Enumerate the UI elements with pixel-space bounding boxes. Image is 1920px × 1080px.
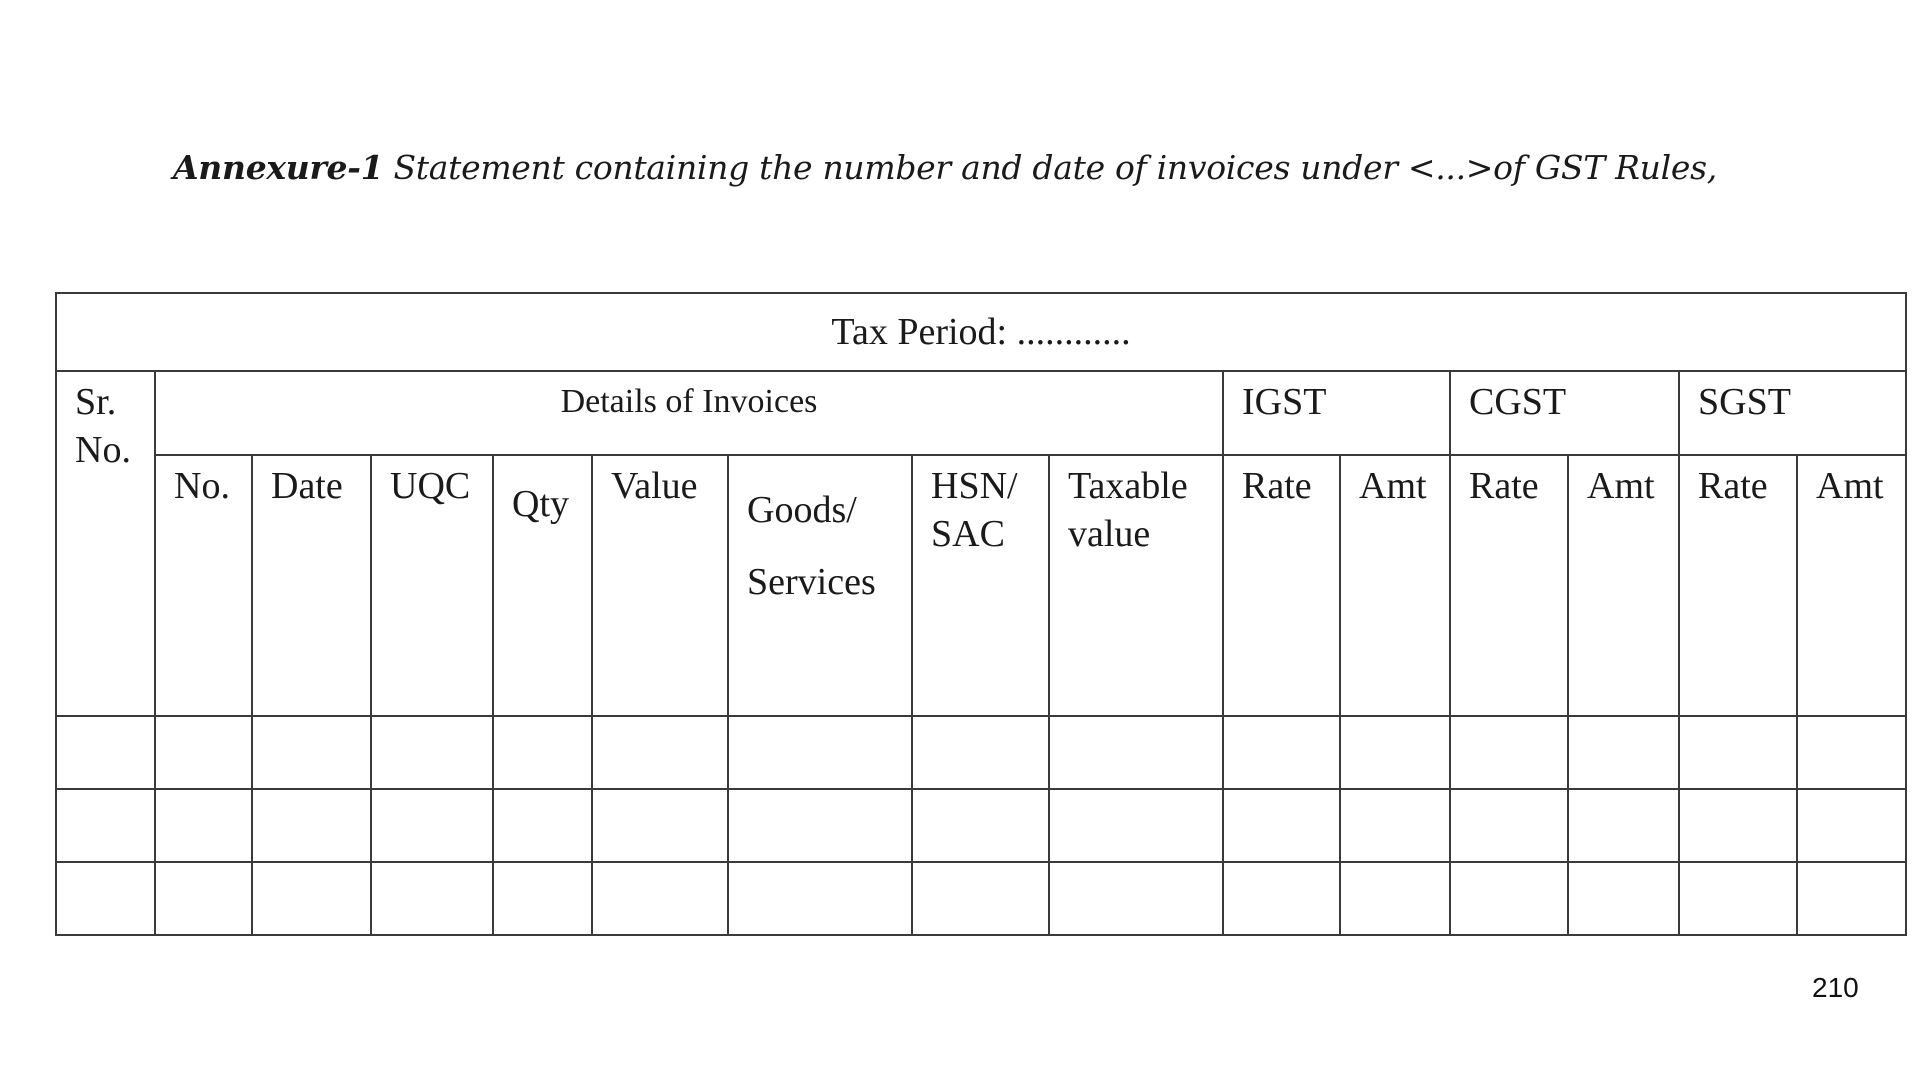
igst-header: IGST (1223, 371, 1450, 455)
table-cell (1049, 862, 1223, 935)
sgst-rate-header: Rate (1679, 455, 1797, 716)
table-cell (252, 789, 371, 862)
table-cell (1049, 716, 1223, 789)
table-cell (493, 716, 592, 789)
table-row (56, 716, 1906, 789)
table-cell (592, 716, 728, 789)
col-qty-header: Qty (493, 455, 592, 716)
invoice-statement-table (55, 292, 1907, 936)
column-header-row (56, 455, 1906, 716)
igst-amt-header: Amt (1340, 455, 1450, 716)
sr-no-header: Sr. No. (56, 371, 155, 716)
table-cell (1568, 716, 1679, 789)
table-cell (728, 716, 912, 789)
table-cell (1568, 789, 1679, 862)
table-cell (56, 716, 155, 789)
table-cell (1450, 862, 1568, 935)
table-cell (371, 789, 493, 862)
annexure-description: Statement containing the number and date of invoices under <...>of GST Rules, (383, 148, 1717, 187)
col-no-header: No. (155, 455, 252, 716)
tax-period-row (56, 293, 1906, 371)
table-cell (155, 862, 252, 935)
table-cell (56, 862, 155, 935)
page-number: 210 (1812, 972, 1859, 1003)
table-cell (252, 716, 371, 789)
col-goods-services-header: Goods/ Services (728, 455, 912, 716)
table-cell (1679, 789, 1797, 862)
table-cell (1568, 862, 1679, 935)
table-cell (728, 862, 912, 935)
col-date-header: Date (252, 455, 371, 716)
table-cell (1450, 789, 1568, 862)
table-cell (912, 716, 1049, 789)
col-taxable-value-header: Taxable value (1049, 455, 1223, 716)
table-cell (1223, 789, 1340, 862)
igst-rate-header: Rate (1223, 455, 1340, 716)
table-row (56, 789, 1906, 862)
table-cell (1340, 716, 1450, 789)
table-cell (371, 862, 493, 935)
table-row (56, 862, 1906, 935)
table-cell (592, 789, 728, 862)
table-cell (155, 789, 252, 862)
details-of-invoices-header: Details of Invoices (155, 371, 1223, 455)
table-cell (912, 789, 1049, 862)
sgst-amt-header: Amt (1797, 455, 1906, 716)
cgst-rate-header: Rate (1450, 455, 1568, 716)
annexure-label: Annexure-1 (173, 148, 384, 187)
table-cell (912, 862, 1049, 935)
sgst-header: SGST (1679, 371, 1906, 455)
table-cell (155, 716, 252, 789)
table-cell (493, 862, 592, 935)
table-cell (1679, 862, 1797, 935)
table-cell (1797, 716, 1906, 789)
table-cell (56, 789, 155, 862)
annexure-heading (173, 148, 1717, 187)
table-cell (252, 862, 371, 935)
col-uqc-header: UQC (371, 455, 493, 716)
table-cell (1797, 862, 1906, 935)
table-cell (1223, 862, 1340, 935)
col-value-header: Value (592, 455, 728, 716)
table-cell (371, 716, 493, 789)
table-cell (1679, 716, 1797, 789)
col-hsn-sac-header: HSN/ SAC (912, 455, 1049, 716)
group-header-row (56, 371, 1906, 455)
table-cell (1797, 789, 1906, 862)
table-cell (493, 789, 592, 862)
cgst-header: CGST (1450, 371, 1679, 455)
table-cell (728, 789, 912, 862)
table-cell (1340, 862, 1450, 935)
tax-period-header: Tax Period: ............ (56, 293, 1906, 371)
table-cell (1340, 789, 1450, 862)
table-cell (1450, 716, 1568, 789)
table-cell (1223, 716, 1340, 789)
cgst-amt-header: Amt (1568, 455, 1679, 716)
table-cell (1049, 789, 1223, 862)
table-cell (592, 862, 728, 935)
